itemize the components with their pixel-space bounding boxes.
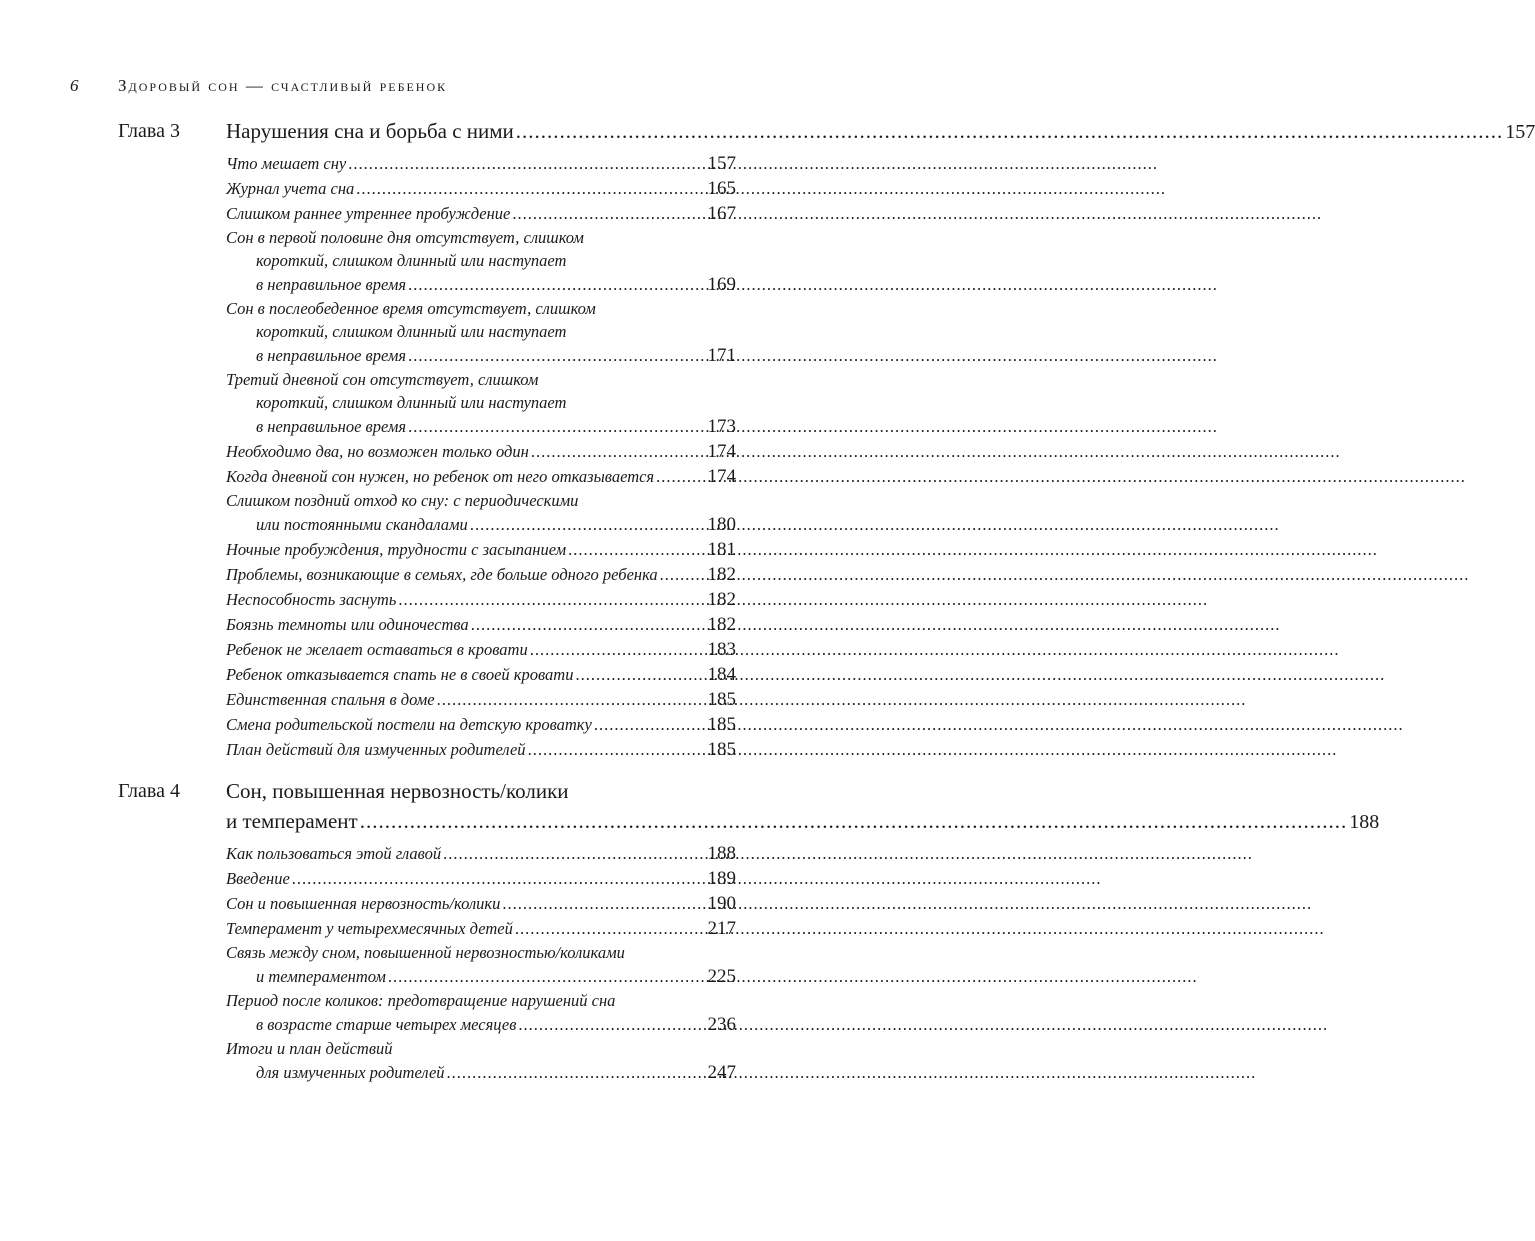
toc-entry (226, 297, 736, 368)
toc-entry (226, 368, 736, 439)
dot-leader (471, 612, 706, 637)
dot-leader (356, 176, 705, 201)
toc-entry-line (226, 737, 736, 762)
toc-entry (226, 176, 736, 201)
section-list (226, 841, 736, 1085)
dot-leader (348, 151, 705, 176)
toc-page-number: 190 (707, 893, 736, 914)
toc-page-number: 185 (707, 739, 736, 760)
toc-entry-text: Сон и повышенная нервозность/колики (226, 894, 501, 913)
chapter-label: Глава 4 (118, 780, 180, 802)
page-number: 6 (70, 76, 79, 95)
toc-entry-line (226, 343, 736, 368)
toc-entry-line: Связь между сном, повышенной нервозностью/коликами (226, 943, 625, 962)
dot-leader (512, 201, 705, 226)
toc-entry-line (226, 1012, 736, 1037)
toc-page-number: 189 (707, 868, 736, 889)
toc-entry-line: Третий дневной сон отсутствует, слишком (226, 370, 539, 389)
toc-entry-text: Как пользоваться этой главой (226, 844, 442, 863)
toc-page-number: 157 (707, 153, 736, 174)
running-header (70, 76, 750, 96)
chapter-title (226, 776, 1379, 837)
toc-entry-line (226, 201, 736, 226)
toc-entry-line (226, 916, 736, 941)
toc-entry-text: для измученных родителей (256, 1063, 445, 1082)
toc-entry (226, 866, 736, 891)
toc-entry-line: короткий, слишком длинный или наступает (256, 322, 567, 341)
toc-entry-line (226, 637, 736, 662)
toc-entry (226, 712, 736, 737)
toc-entry (226, 662, 736, 687)
dot-leader (408, 343, 705, 368)
toc-entry-text: в неправильное время (256, 417, 407, 436)
chapter-title-line: Сон, повышенная нервозность/колики (226, 779, 569, 803)
toc-entry-line (226, 464, 736, 489)
toc-page-number: 188 (707, 843, 736, 864)
toc-entry (226, 612, 736, 637)
toc-page-number: 167 (707, 203, 736, 224)
toc-entry-line: Сон в первой половине дня отсутствует, слишком (226, 228, 584, 247)
dot-leader (656, 464, 705, 489)
book-title: Здоровый сон — счастливый ребенок (118, 76, 448, 95)
dot-leader (292, 866, 706, 891)
chapter-title (226, 116, 1535, 147)
toc-entry-line (226, 176, 736, 201)
dot-leader (408, 414, 705, 439)
toc-page-number: 174 (707, 466, 736, 487)
toc-entry-text: Боязнь темноты или одиночества (226, 615, 469, 634)
toc-entry-line (226, 712, 736, 737)
dot-leader (575, 662, 705, 687)
toc-entry (226, 226, 736, 297)
toc-entry (226, 562, 736, 587)
toc-entry (226, 941, 736, 989)
toc-page-number: 217 (707, 918, 736, 939)
toc-page-number: 236 (707, 1014, 736, 1035)
toc-entry-line (226, 964, 736, 989)
toc-entry-text: или постоянными скандалами (256, 515, 468, 534)
dot-leader (437, 687, 706, 712)
toc-page-number: 165 (707, 178, 736, 199)
toc-entry-text: Проблемы, возникающие в семьях, где больше одного ребенка (226, 565, 658, 584)
toc-entry-text: Единственная спальня в доме (226, 690, 435, 709)
toc-entry-line (226, 151, 736, 176)
dot-leader (388, 964, 706, 989)
dot-leader (515, 916, 706, 941)
toc-entry-line (226, 841, 736, 866)
toc-entry-text: Слишком раннее утреннее пробуждение (226, 204, 511, 223)
toc-page-number: 171 (707, 345, 736, 366)
toc-entry (226, 989, 736, 1037)
toc-page-number: 182 (707, 589, 736, 610)
toc-entry (226, 916, 736, 941)
toc-entry-line (226, 1060, 736, 1085)
toc-entry-line: Итоги и план действий (226, 1039, 393, 1058)
toc-entry (226, 201, 736, 226)
toc-entry-line (226, 439, 736, 464)
dot-leader (568, 537, 705, 562)
toc-entry-line (226, 414, 736, 439)
dot-leader (518, 1012, 705, 1037)
dot-leader (516, 116, 1504, 146)
toc-entry-line: Сон в послеобеденное время отсутствует, слишком (226, 299, 596, 318)
chapter-label: Глава 3 (118, 120, 180, 142)
toc-page-number: 182 (707, 614, 736, 635)
dot-leader (594, 712, 706, 737)
toc-entry-text: Ночные пробуждения, трудности с засыпанием (226, 540, 567, 559)
section-list (226, 151, 736, 762)
toc-entry (226, 841, 736, 866)
toc-entry (226, 587, 736, 612)
toc-entry-line: короткий, слишком длинный или наступает (256, 393, 567, 412)
dot-leader (531, 439, 706, 464)
toc-page-number: 185 (707, 689, 736, 710)
chapter-block (118, 776, 1380, 1085)
chapter-heading (118, 776, 1380, 837)
table-of-contents (118, 116, 1535, 1099)
toc-entry-text: Когда дневной сон нужен, но ребенок от него отказывается (226, 467, 655, 486)
toc-page-number: 169 (707, 274, 736, 295)
dot-leader (530, 637, 706, 662)
dot-leader (443, 841, 705, 866)
toc-page-number: 247 (707, 1062, 736, 1083)
toc-entry-line: короткий, слишком длинный или наступает (256, 251, 567, 270)
toc-page-number: 180 (707, 514, 736, 535)
toc-entry-text: и темпераментом (256, 967, 386, 986)
toc-entry-text: Смена родительской постели на детскую кроватку (226, 715, 592, 734)
dot-leader (398, 587, 705, 612)
toc-entry-text: в неправильное время (256, 275, 407, 294)
toc-entry (226, 464, 736, 489)
toc-entry-text: Введение (226, 869, 290, 888)
toc-entry-line (226, 687, 736, 712)
dot-leader (660, 562, 706, 587)
toc-entry-text: Ребенок отказывается спать не в своей кровати (226, 665, 574, 684)
toc-entry-line (226, 537, 736, 562)
toc-entry (226, 737, 736, 762)
dot-leader (447, 1060, 706, 1085)
toc-entry (226, 151, 736, 176)
toc-entry-text: Что мешает сну (226, 154, 347, 173)
toc-entry-text: Журнал учета сна (226, 179, 355, 198)
toc-page-number: 173 (707, 416, 736, 437)
toc-entry-text: План действий для измученных родителей (226, 740, 526, 759)
chapter-title-line (226, 806, 1379, 837)
dot-leader (528, 737, 706, 762)
toc-page-number: 184 (707, 664, 736, 685)
toc-entry-line (226, 272, 736, 297)
toc-entry-line (226, 662, 736, 687)
toc-entry-text: Темперамент у четырехмесячных детей (226, 919, 513, 938)
chapter-title-text: и темперамент (226, 809, 358, 833)
toc-entry-text: Ребенок не желает оставаться в кровати (226, 640, 528, 659)
dot-leader (360, 806, 1348, 836)
chapter-page-number: 157 (1505, 121, 1535, 143)
toc-entry-text: Необходимо два, но возможен только один (226, 442, 529, 461)
toc-page-number: 225 (707, 966, 736, 987)
toc-page-number: 181 (707, 539, 736, 560)
toc-entry-text: Неспособность заснуть (226, 590, 397, 609)
dot-leader (502, 891, 705, 916)
toc-entry-line (226, 891, 736, 916)
toc-entry (226, 637, 736, 662)
toc-entry-line: Период после коликов: предотвращение нарушений сна (226, 991, 616, 1010)
dot-leader (470, 512, 706, 537)
toc-entry (226, 439, 736, 464)
chapter-heading (118, 116, 1535, 147)
toc-page-number: 185 (707, 714, 736, 735)
toc-page-number: 174 (707, 441, 736, 462)
toc-entry-line (226, 512, 736, 537)
toc-entry (226, 1037, 736, 1085)
chapter-block (118, 116, 1535, 762)
toc-entry-line (226, 562, 736, 587)
toc-entry-line (226, 866, 736, 891)
toc-entry (226, 891, 736, 916)
chapter-title-line (226, 116, 1535, 147)
chapter-title-text: Нарушения сна и борьба с ними (226, 119, 514, 143)
toc-entry-text: в возрасте старше четырех месяцев (256, 1015, 517, 1034)
toc-entry (226, 687, 736, 712)
chapter-page-number: 188 (1349, 811, 1380, 833)
toc-entry (226, 537, 736, 562)
toc-page-number: 182 (707, 564, 736, 585)
toc-entry-line (226, 587, 736, 612)
toc-page-number: 183 (707, 639, 736, 660)
dot-leader (408, 272, 705, 297)
toc-entry-line (226, 612, 736, 637)
toc-entry (226, 489, 736, 537)
toc-entry-line: Слишком поздний отход ко сну: с периодическими (226, 491, 579, 510)
toc-entry-text: в неправильное время (256, 346, 407, 365)
